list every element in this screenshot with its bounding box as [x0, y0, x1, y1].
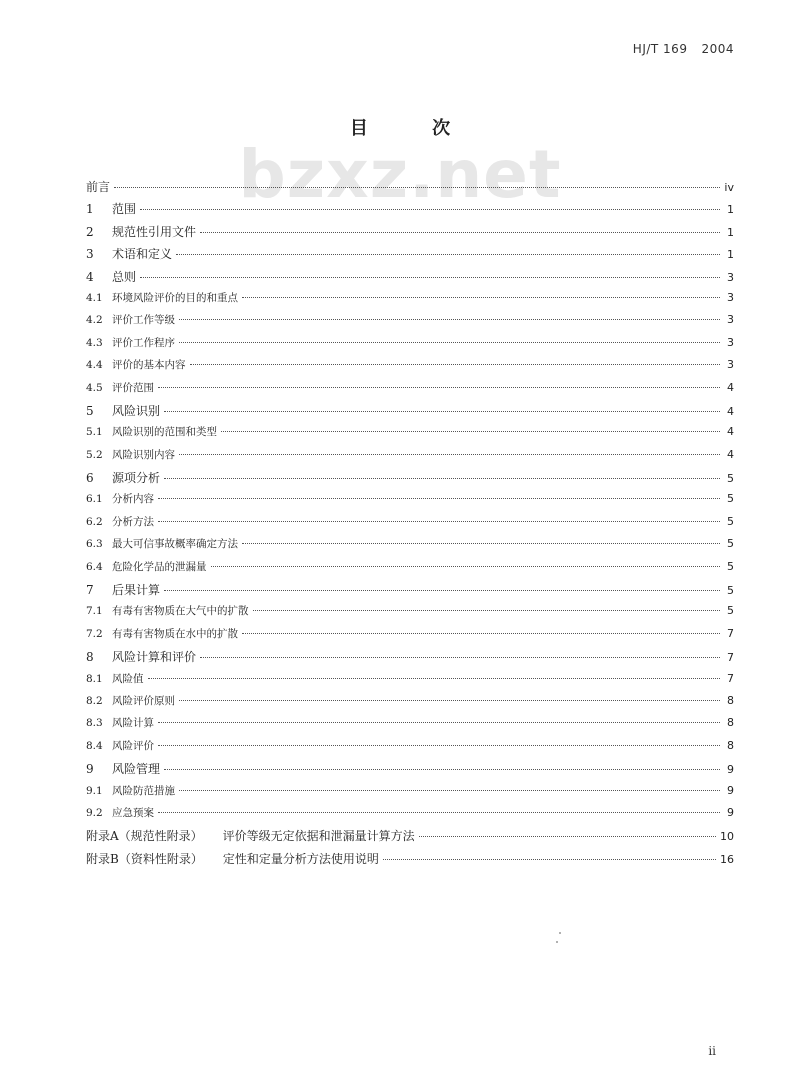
toc-entry-page: 1 [727, 248, 734, 262]
toc-entry[interactable] [86, 648, 734, 670]
toc-entry-label: 评价等级无定依据和泄漏量计算方法 [222, 829, 415, 844]
dot-leader [164, 590, 720, 591]
toc-entry-page: 4 [727, 404, 734, 418]
toc-entry-label: 范围 [112, 202, 137, 217]
toc-entry-label: 评价范围 [112, 381, 154, 394]
toc-entry[interactable] [86, 200, 734, 222]
toc-entry[interactable] [86, 424, 734, 446]
toc-entry-page: 4 [727, 380, 734, 394]
toc-entry-page: 7 [727, 671, 734, 685]
dot-leader [179, 342, 720, 343]
dot-leader [253, 610, 721, 611]
toc-entry-page: 8 [727, 716, 734, 730]
toc-entry[interactable] [86, 469, 734, 491]
toc-entry-number: 附录A（规范性附录） [86, 829, 203, 844]
dot-leader [164, 478, 720, 479]
toc-entry-label: 风险防范措施 [112, 784, 175, 797]
dot-leader [176, 254, 720, 255]
toc-entry-number: 5.2 [86, 448, 103, 461]
toc-entry-label: 术语和定义 [112, 247, 173, 262]
toc-entry[interactable] [86, 402, 734, 424]
toc-entry-label: 源项分析 [112, 471, 161, 486]
toc-entry-page: 3 [727, 358, 734, 372]
title-char-1: 目 [349, 118, 368, 139]
toc-entry-number: 4 [86, 269, 94, 284]
toc-entry-number: 1 [86, 202, 94, 217]
dot-leader [158, 812, 720, 813]
toc-entry[interactable] [86, 760, 734, 782]
toc-entry-number: 4.1 [86, 291, 103, 304]
toc-entry-label: 风险计算和评价 [112, 650, 197, 665]
dot-leader [211, 566, 721, 567]
toc-entry-label: 风险识别 [112, 403, 161, 418]
toc-entry-label: 风险识别的范围和类型 [112, 426, 217, 439]
toc-entry-label: 风险评价原则 [112, 694, 175, 707]
watermark-text: bzxz.net [238, 136, 562, 213]
dot-leader [179, 790, 720, 791]
toc-entry-label: 有毒有害物质在水中的扩散 [112, 627, 238, 640]
toc-entry[interactable] [86, 603, 734, 625]
toc-entry[interactable] [86, 693, 734, 715]
toc-entry-label: 有毒有害物质在大气中的扩散 [112, 605, 249, 618]
toc-entry-page: 5 [727, 514, 734, 528]
toc-entry-page: 4 [727, 425, 734, 439]
toc-entry-number: 前言 [86, 180, 111, 194]
toc-entry-page: 3 [727, 313, 734, 327]
dot-leader [179, 454, 720, 455]
toc-entry-label: 总则 [112, 269, 137, 284]
toc-entry[interactable] [86, 335, 734, 357]
toc-entry[interactable] [86, 827, 734, 849]
dot-leader [158, 498, 720, 499]
toc-entry-number: 5.1 [86, 426, 103, 439]
toc-entry[interactable] [86, 245, 734, 267]
dot-leader [179, 319, 720, 320]
dot-leader [148, 678, 721, 679]
toc-entry[interactable] [86, 715, 734, 737]
toc-entry-page: 7 [727, 626, 734, 640]
toc-entry-page: 9 [727, 805, 734, 819]
toc-entry-page: 16 [720, 852, 734, 866]
toc-entry-page: 3 [727, 335, 734, 349]
dot-leader [200, 232, 720, 233]
toc-entry[interactable] [86, 223, 734, 245]
toc-entry[interactable] [86, 491, 734, 513]
toc-entry[interactable] [86, 178, 734, 200]
toc-entry-label: 最大可信事故概率确定方法 [112, 538, 238, 551]
toc-entry-page: 5 [727, 537, 734, 551]
toc-entry-number: 6.4 [86, 560, 103, 573]
toc-entry-page: 4 [727, 447, 734, 461]
toc-entry[interactable] [86, 671, 734, 693]
toc-entry-page: 5 [727, 559, 734, 573]
toc-entry-label: 评价的基本内容 [112, 359, 186, 372]
toc-entry-label: 规范性引用文件 [112, 224, 197, 239]
dot-leader [419, 836, 716, 837]
toc-entry-label: 定性和定量分析方法使用说明 [222, 851, 379, 866]
dot-leader [164, 769, 720, 770]
toc-entry-page: 8 [727, 693, 734, 707]
toc-entry[interactable] [86, 783, 734, 805]
dot-leader [164, 411, 720, 412]
toc-entry-label: 风险管理 [112, 762, 161, 777]
toc-entry-number: 4.5 [86, 381, 103, 394]
standard-year: 2004 [701, 42, 734, 56]
page-number: ii [708, 1044, 716, 1058]
dot-leader [242, 633, 720, 634]
toc-entry-page: 9 [727, 763, 734, 777]
dot-leader [190, 364, 721, 365]
toc-entry-page: 8 [727, 738, 734, 752]
toc-entry-label: 分析方法 [112, 515, 154, 528]
toc-entry[interactable] [86, 447, 734, 469]
toc-entry-number: 9.2 [86, 806, 103, 819]
page-header [633, 42, 734, 56]
page-title [0, 114, 800, 140]
title-char-2: 次 [432, 118, 451, 139]
scan-speck [559, 932, 561, 934]
toc-entry[interactable] [86, 850, 734, 872]
toc-entry-page: 1 [727, 225, 734, 239]
toc-entry-number: 6.2 [86, 515, 103, 528]
toc-entry-label: 风险计算 [112, 717, 154, 730]
toc-entry[interactable] [86, 312, 734, 334]
dot-leader [158, 521, 720, 522]
toc-entry[interactable] [86, 514, 734, 536]
toc-entry[interactable] [86, 559, 734, 581]
toc-entry[interactable] [86, 805, 734, 827]
toc-entry[interactable] [86, 357, 734, 379]
toc-entry-number: 6 [86, 471, 94, 486]
dot-leader [179, 700, 720, 701]
toc-entry-number: 8.3 [86, 717, 103, 730]
toc-entry-label: 分析内容 [112, 493, 154, 506]
toc-entry-page: 10 [720, 830, 734, 844]
toc-entry-number: 8 [86, 650, 94, 665]
toc-entry[interactable] [86, 380, 734, 402]
toc-entry[interactable] [86, 290, 734, 312]
dot-leader [140, 277, 720, 278]
toc-entry-label: 后果计算 [112, 583, 161, 598]
toc-entry-number: 7.2 [86, 627, 103, 640]
toc-entry-page: 5 [727, 584, 734, 598]
toc-entry-number: 2 [86, 224, 94, 239]
toc-entry-number: 8.2 [86, 694, 103, 707]
toc-entry-label: 风险识别内容 [112, 448, 175, 461]
toc-entry-number: 8.1 [86, 672, 103, 685]
dot-leader [200, 657, 720, 658]
toc-entry-label: 危险化学品的泄漏量 [112, 560, 207, 573]
toc-entry-page: 5 [727, 472, 734, 486]
toc-entry-page: 5 [727, 604, 734, 618]
toc-entry-number: 7.1 [86, 605, 103, 618]
toc-entry-number: 5 [86, 403, 94, 418]
toc-entry-page: 3 [727, 270, 734, 284]
toc-entry-number: 9.1 [86, 784, 103, 797]
toc-entry[interactable] [86, 626, 734, 648]
toc-entry-number: 附录B（资料性附录） [86, 851, 203, 866]
dot-leader [383, 859, 716, 860]
toc-entry-page: 9 [727, 783, 734, 797]
toc-entry-label: 应急预案 [112, 806, 154, 819]
toc-entry-number: 6.3 [86, 538, 103, 551]
standard-code: HJ/T 169 [632, 42, 688, 56]
toc-entry[interactable] [86, 581, 734, 603]
toc-entry-number: 9 [86, 762, 94, 777]
dot-leader [158, 722, 720, 723]
toc-entry-label: 评价工作程序 [112, 336, 175, 349]
scan-speck [556, 941, 558, 943]
dot-leader [221, 431, 720, 432]
toc-entry-page: iv [724, 181, 734, 194]
toc-entry-page: 7 [727, 651, 734, 665]
dot-leader [114, 187, 720, 188]
toc-entry[interactable] [86, 738, 734, 760]
toc-entry[interactable] [86, 536, 734, 558]
dot-leader [242, 297, 720, 298]
dot-leader [158, 387, 720, 388]
toc-entry-page: 3 [727, 290, 734, 304]
toc-entry[interactable] [86, 268, 734, 290]
table-of-contents [86, 178, 734, 872]
dot-leader [158, 745, 720, 746]
toc-entry-number: 3 [86, 247, 94, 262]
toc-entry-label: 风险值 [112, 672, 144, 685]
dot-leader [140, 209, 720, 210]
toc-entry-number: 8.4 [86, 739, 103, 752]
dot-leader [242, 543, 720, 544]
toc-entry-number: 4.4 [86, 359, 103, 372]
toc-entry-label: 风险评价 [112, 739, 154, 752]
toc-entry-label: 环境风险评价的目的和重点 [112, 291, 238, 304]
toc-entry-number: 6.1 [86, 493, 103, 506]
toc-entry-page: 1 [727, 203, 734, 217]
toc-entry-page: 5 [727, 492, 734, 506]
toc-entry-number: 4.3 [86, 336, 103, 349]
toc-entry-number: 7 [86, 583, 94, 598]
toc-entry-number: 4.2 [86, 314, 103, 327]
toc-entry-label: 评价工作等级 [112, 314, 175, 327]
